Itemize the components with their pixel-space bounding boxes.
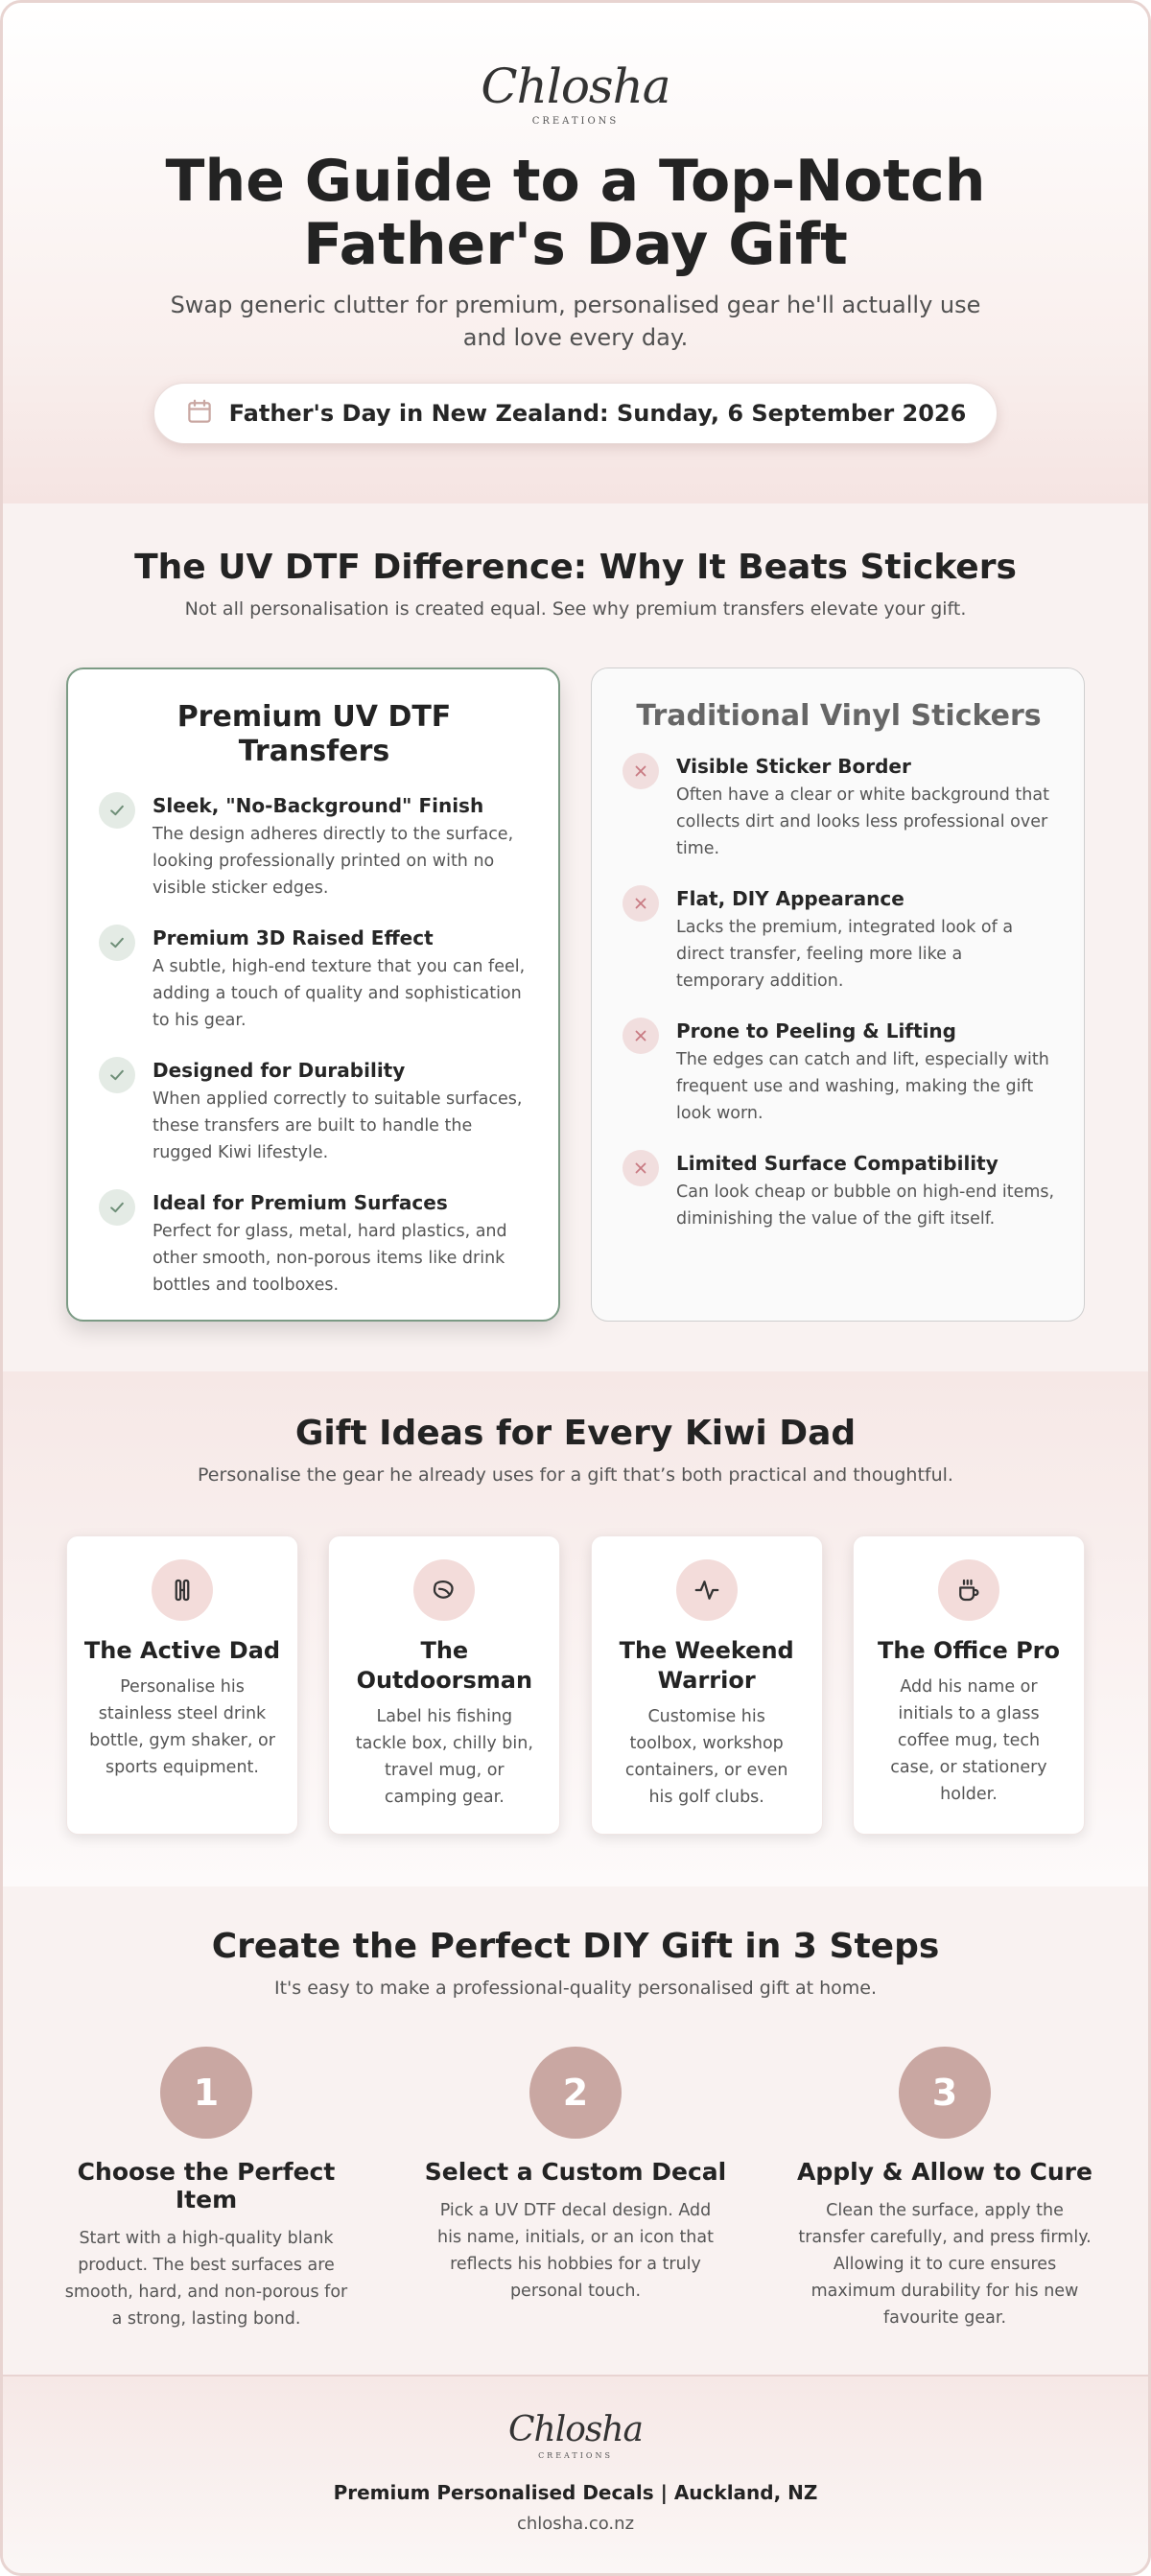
steps-title: Create the Perfect DIY Gift in 3 Steps	[211, 1927, 940, 1966]
gift-title: The Office Pro	[877, 1637, 1060, 1664]
feature-item	[622, 755, 1055, 862]
step-title: Select a Custom Decal	[424, 2158, 727, 2186]
date-label: Father's Day in New Zealand: Sunday, 6 September 2026	[228, 400, 967, 428]
premium-title: Premium UV DTF Transfers	[176, 700, 452, 768]
gift-card	[328, 1535, 560, 1835]
date-badge	[153, 383, 998, 444]
gift-title: The Active Dad	[83, 1637, 281, 1664]
feature-desc: The edges can catch and lift, especially with frequent use and washing, making the gift look worn.	[676, 1050, 1049, 1123]
feature-desc: A subtle, high-end texture that you can feel, adding a touch of quality and sophistication to his gear.	[153, 957, 526, 1030]
feature-title: Designed for Durability	[153, 1059, 406, 1082]
feature-item	[99, 1059, 529, 1166]
step-number: 1	[160, 2047, 252, 2139]
page-title: The Guide to a Top-Notch Father's Day Gift	[165, 148, 986, 278]
step-number: 3	[899, 2047, 991, 2139]
step-item	[417, 2047, 734, 2332]
feature-body	[676, 1152, 1055, 1232]
comparison-title: The UV DTF Difference: Why It Beats Stickers	[134, 548, 1017, 587]
comparison-section	[3, 503, 1148, 1371]
feature-body	[676, 755, 1055, 862]
brand-logo: Chlosha	[481, 59, 670, 114]
feature-item	[99, 1191, 529, 1299]
step-title: Choose the Perfect Item	[77, 2158, 336, 2213]
feature-body	[153, 926, 529, 1034]
activity-icon	[676, 1559, 738, 1621]
cross-icon	[622, 885, 659, 922]
step-desc: Clean the surface, apply the transfer carefully, and press firmly. Allowing it to cure ensures maximum durability for his new favourite gear.	[798, 2201, 1092, 2328]
hero-subtitle: Swap generic clutter for premium, personalised gear he'll actually use and love every day.	[170, 292, 981, 351]
feature-title: Flat, DIY Appearance	[676, 887, 904, 910]
gift-title: The Outdoorsman	[356, 1637, 533, 1695]
cross-icon	[622, 1150, 659, 1186]
feature-title: Sleek, "No-Background" Finish	[153, 794, 484, 817]
check-icon	[99, 1189, 135, 1226]
feature-title: Prone to Peeling & Lifting	[676, 1019, 956, 1042]
feature-desc: Lacks the premium, integrated look of a direct transfer, feeling more like a temporary addition.	[676, 918, 1014, 991]
gift-desc: Label his fishing tackle box, chilly bin, travel mug, or camping gear.	[355, 1707, 533, 1808]
gift-desc: Personalise his stainless steel drink bottle, gym shaker, or sports equipment.	[89, 1677, 275, 1778]
feature-body	[676, 887, 1055, 995]
gift-desc: Add his name or initials to a glass coffee mug, tech case, or stationery holder.	[890, 1677, 1047, 1805]
check-icon	[99, 925, 135, 961]
feature-title: Premium 3D Raised Effect	[153, 926, 434, 949]
feature-desc: Can look cheap or bubble on high-end items, diminishing the value of the gift itself.	[676, 1183, 1055, 1229]
cross-icon	[622, 1018, 659, 1054]
coffee-icon	[938, 1559, 999, 1621]
step-item	[787, 2047, 1103, 2332]
gift-ideas-subtitle: Personalise the gear he already uses for a gift that’s both practical and thoughtful.	[198, 1464, 953, 1486]
feature-item	[622, 1152, 1055, 1232]
gift-card	[853, 1535, 1085, 1835]
footer-logo: Chlosha	[507, 2410, 644, 2449]
check-icon	[99, 792, 135, 829]
step-title: Apply & Allow to Cure	[797, 2158, 1092, 2186]
feature-desc: The design adheres directly to the surface, looking professionally printed on with no visible sticker edges.	[153, 825, 514, 898]
gift-title: The Weekend Warrior	[619, 1637, 794, 1695]
gift-card	[66, 1535, 298, 1835]
feature-desc: When applied correctly to suitable surfaces, these transfers are built to handle the rugged Kiwi lifestyle.	[153, 1089, 523, 1162]
brand-tagline: CREATIONS	[531, 116, 620, 127]
feature-body	[676, 1019, 1055, 1127]
feature-title: Limited Surface Compatibility	[676, 1152, 998, 1175]
feature-desc: Perfect for glass, metal, hard plastics, and other smooth, non-porous items like drink bottles and toolboxes.	[153, 1222, 507, 1295]
feature-title: Ideal for Premium Surfaces	[153, 1191, 448, 1214]
footer-tagline: Premium Personalised Decals | Auckland, NZ	[333, 2481, 818, 2504]
gift-desc: Customise his toolbox, workshop containers, or even his golf clubs.	[624, 1707, 788, 1808]
calendar-icon	[185, 397, 214, 430]
comparison-subtitle: Not all personalisation is created equal. See why premium transfers elevate your gift.	[184, 598, 967, 620]
feature-item	[622, 1019, 1055, 1127]
traditional-title: Traditional Vinyl Stickers	[636, 699, 1042, 733]
footer-logo-tagline: CREATIONS	[538, 2451, 613, 2460]
dumbbell-icon	[152, 1559, 213, 1621]
gift-ideas-section	[3, 1371, 1148, 1886]
leaf-icon	[413, 1559, 475, 1621]
feature-body	[153, 794, 529, 902]
feature-desc: Often have a clear or white background that collects dirt and looks less professional over time.	[676, 785, 1049, 858]
feature-item	[99, 926, 529, 1034]
gift-ideas-title: Gift Ideas for Every Kiwi Dad	[294, 1414, 857, 1453]
feature-body	[153, 1059, 529, 1166]
step-desc: Pick a UV DTF decal design. Add his name, initials, or an icon that reflects his hobbies for a truly personal touch.	[437, 2201, 714, 2301]
footer-url[interactable]: chlosha.co.nz	[516, 2514, 635, 2534]
feature-item	[99, 794, 529, 902]
steps-subtitle: It's easy to make a professional-quality personalised gift at home.	[274, 1978, 877, 1999]
step-desc: Start with a high-quality blank product. The best surfaces are smooth, hard, and non-porous for a strong, lasting bond.	[64, 2229, 348, 2329]
footer	[3, 2377, 1148, 2576]
step-number: 2	[529, 2047, 622, 2139]
hero-section	[3, 3, 1148, 503]
feature-title: Visible Sticker Border	[676, 755, 911, 778]
steps-section	[3, 1886, 1148, 2377]
step-item	[48, 2047, 364, 2332]
feature-item	[622, 887, 1055, 995]
gift-card	[591, 1535, 823, 1835]
traditional-card	[591, 667, 1085, 1322]
cross-icon	[622, 753, 659, 789]
check-icon	[99, 1057, 135, 1093]
feature-body	[153, 1191, 529, 1299]
premium-card	[66, 667, 560, 1322]
